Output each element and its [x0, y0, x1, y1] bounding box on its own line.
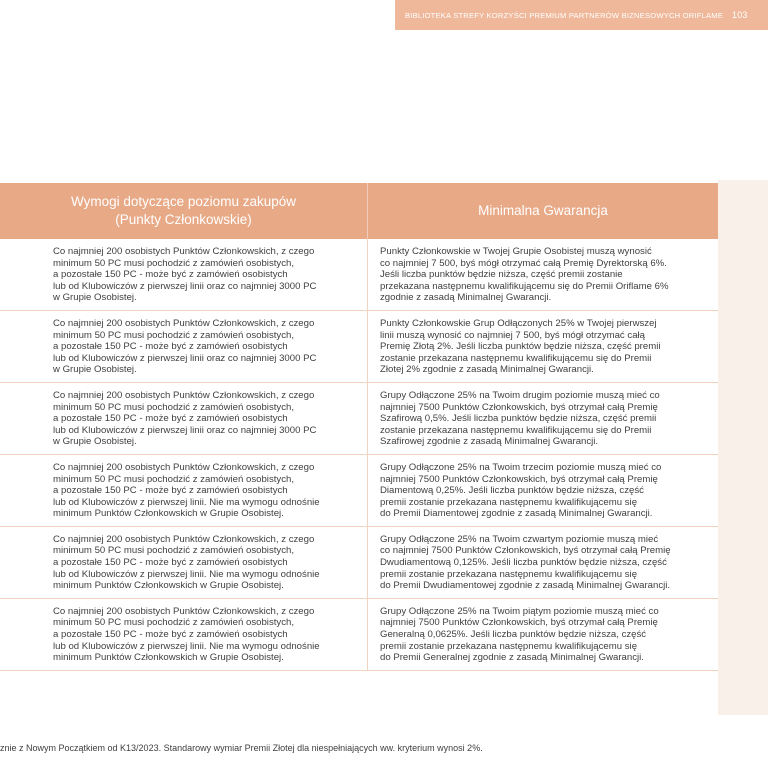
table-row	[0, 239, 718, 311]
page-header-band	[395, 0, 768, 30]
table-row	[0, 455, 718, 527]
table-row	[0, 311, 718, 383]
table-row	[0, 383, 718, 455]
footnote: znie z Nowym Początkiem od K13/2023. Standarowy wymiar Premii Złotej dla niespełniających ww. kryterium wynosi 2%.	[0, 743, 483, 753]
table-header-row	[0, 183, 718, 239]
requirements-table	[0, 183, 718, 671]
guarantee-cell: Grupy Odłączone 25% na Twoim piątym poziomie muszą mieć co najmniej 7500 Punktów Członkowskich, byś otrzymał całą Premię Generalną 0,0625%. Jeśli liczba punktów będzie niższa, część premii zostanie przekazana następnemu kwalifikującemu się do Premii Generalnej zgodnie z zasadą Minimalnej Gwarancji.	[380, 605, 659, 664]
header-title: BIBLIOTEKA STREFY KORZYŚCI PREMIUM PARTNERÓW BIZNESOWYCH ORIFLAME	[405, 11, 724, 20]
guarantee-cell: Grupy Odłączone 25% na Twoim drugim poziomie muszą mieć co najmniej 7500 Punktów Członkowskich, byś otrzymał całą Premię Szafirową 0,5%. Jeśli liczba punktów będzie niższa, część premii zostanie przekazana następnemu kwalifikującemu się do Premii Szafirowej zgodnie z zasadą Minimalnej Gwarancji.	[380, 389, 660, 448]
guarantee-cell: Grupy Odłączone 25% na Twoim trzecim poziomie muszą mieć co najmniej 7500 Punktów Członkowskich, byś otrzymał całą Premię Diamentową 0,25%. Jeśli liczba punktów będzie niższa, część premii zostanie przekazana następnemu kwalifikującemu się do Premii Diamentowej zgodnie z zasadą Minimalnej Gwarancji.	[380, 461, 662, 520]
page-number: 103	[732, 10, 748, 20]
requirement-cell: Co najmniej 200 osobistych Punktów Członkowskich, z czego minimum 50 PC musi pochodzić z zamówień osobistych, a pozostałe 150 PC - może być z zamówień osobistych lub od Klubowiczów z pierwszej linii oraz co najmniej 3000 PC w Grupie Osobistej.	[0, 383, 368, 454]
requirement-cell: Co najmniej 200 osobistych Punktów Członkowskich, z czego minimum 50 PC musi pochodzić z zamówień osobistych, a pozostałe 150 PC - może być z zamówień osobistych lub od Klubowiczów z pierwszej linii. Nie ma wymogu odnośnie minimum Punktów Członkowskich w Grupie Osobistej.	[0, 599, 368, 670]
requirement-cell: Co najmniej 200 osobistych Punktów Członkowskich, z czego minimum 50 PC musi pochodzić z zamówień osobistych, a pozostałe 150 PC - może być z zamówień osobistych lub od Klubowiczów z pierwszej linii oraz co najmniej 3000 PC w Grupie Osobistej.	[0, 311, 368, 382]
table-row	[0, 599, 718, 671]
guarantee-cell: Punkty Członkowskie w Twojej Grupie Osobistej muszą wynosić co najmniej 7 500, byś mógł otrzymać całą Premię Dyrektorską 6%. Jeśli liczba punktów będzie niższa, część premii zostanie przekazana następnemu kwalifikującemu się do Premii Oriflame 6% zgodnie z zasadą Minimalnej Gwarancji.	[380, 246, 669, 304]
requirement-cell: Co najmniej 200 osobistych Punktów Członkowskich, z czego minimum 50 PC musi pochodzić z zamówień osobistych, a pozostałe 150 PC - może być z zamówień osobistych lub od Klubowiczów z pierwszej linii. Nie ma wymogu odnośnie minimum Punktów Członkowskich w Grupie Osobistej.	[0, 455, 368, 526]
column-header-requirements: Wymogi dotyczące poziomu zakupów (Punkty Członkowskie)	[0, 183, 368, 239]
table-row	[0, 527, 718, 599]
requirement-cell: Co najmniej 200 osobistych Punktów Członkowskich, z czego minimum 50 PC musi pochodzić z zamówień osobistych, a pozostałe 150 PC - może być z zamówień osobistych lub od Klubowiczów z pierwszej linii oraz co najmniej 3000 PC w Grupie Osobistej.	[0, 239, 368, 310]
side-decoration-band	[718, 180, 768, 715]
guarantee-cell: Punkty Członkowskie Grup Odłączonych 25% w Twojej pierwszej linii muszą wynosić co najmniej 7 500, byś mógł otrzymać całą Premię Złotą 2%. Jeśli liczba punktów będzie niższa, część premii zostanie przekazana następnemu kwalifikującemu się do Premii Złotej 2% zgodnie z zasadą Minimalnej Gwarancji.	[380, 317, 661, 376]
requirement-cell: Co najmniej 200 osobistych Punktów Członkowskich, z czego minimum 50 PC musi pochodzić z zamówień osobistych, a pozostałe 150 PC - może być z zamówień osobistych lub od Klubowiczów z pierwszej linii. Nie ma wymogu odnośnie minimum Punktów Członkowskich w Grupie Osobistej.	[0, 527, 368, 598]
guarantee-cell: Grupy Odłączone 25% na Twoim czwartym poziomie muszą mieć co najmniej 7500 Punktów Członkowskich, byś otrzymał całą Premię Dwudiamentową 0,125%. Jeśli liczba punktów będzie niższa, część premii zostanie przekazana następnemu kwalifikującemu się do Premii Dwudiamentowej zgodnie z zasadą Minimalnej Gwarancji.	[380, 533, 671, 592]
column-header-guarantee: Minimalna Gwarancja	[478, 203, 608, 218]
